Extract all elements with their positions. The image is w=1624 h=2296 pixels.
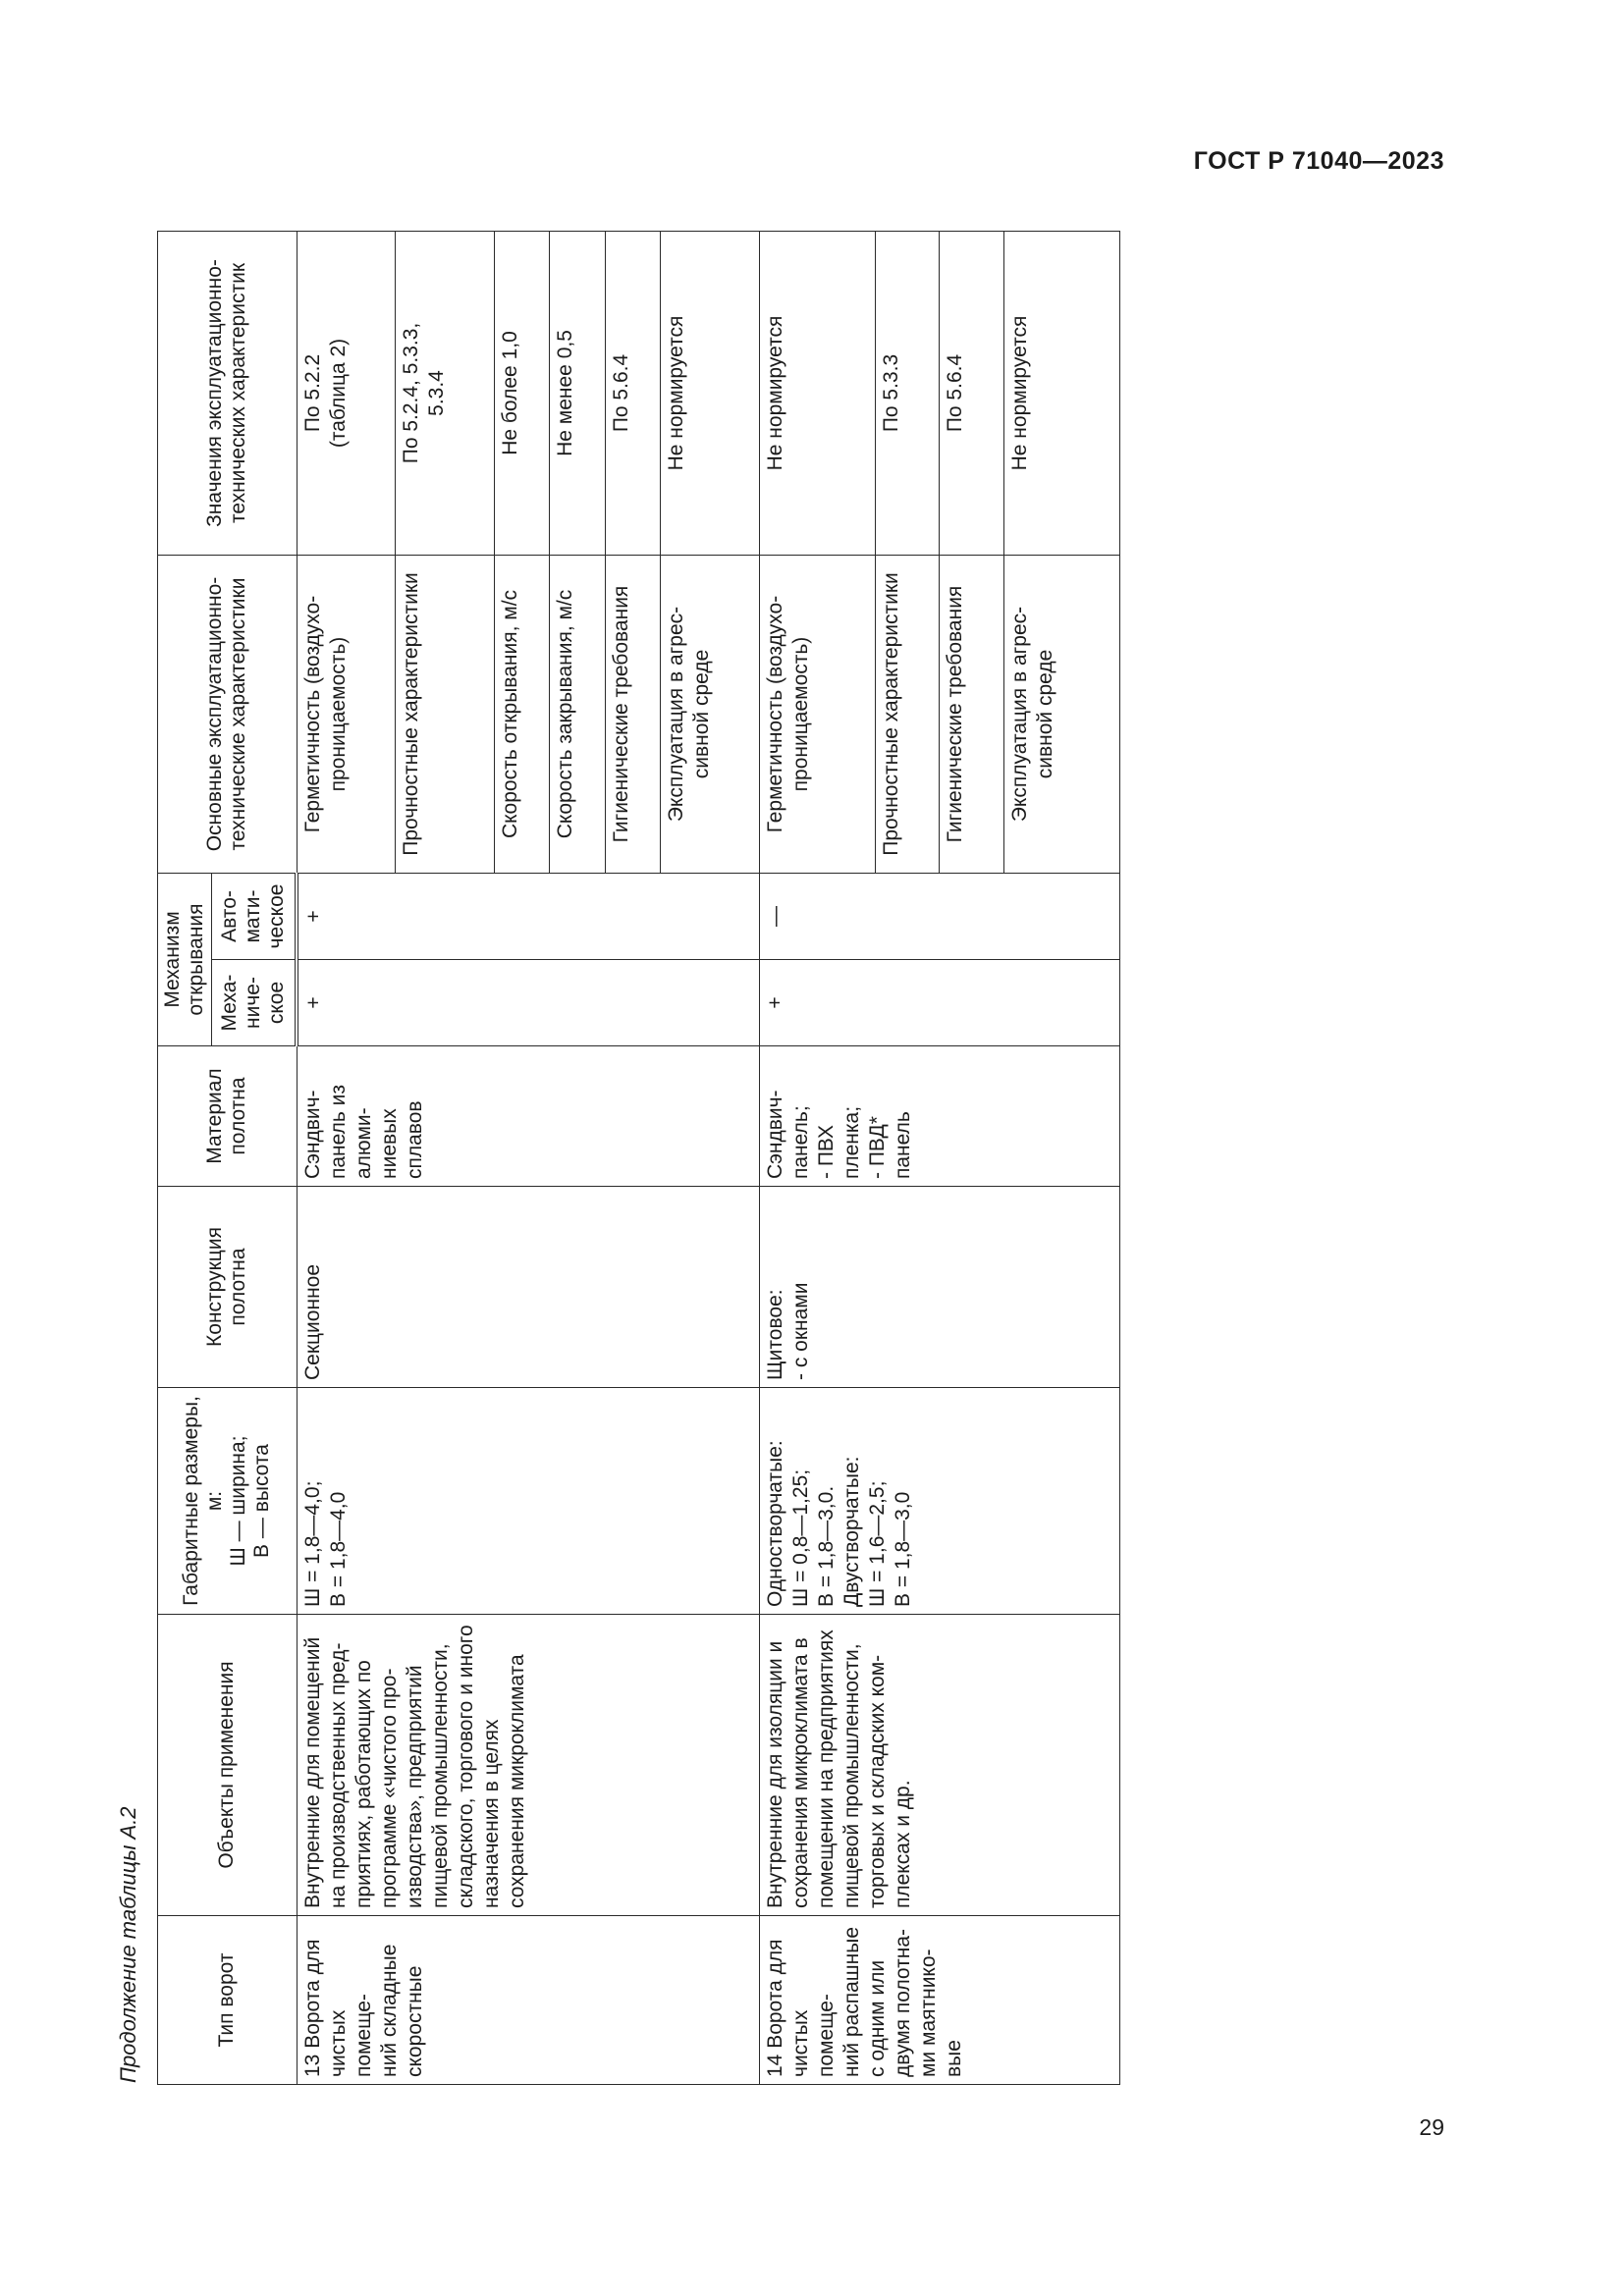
characteristic-name-cell: Прочностные характеристики bbox=[396, 556, 495, 874]
header-gate-type: Тип ворот bbox=[158, 1916, 298, 2085]
header-mechanism-manual: Меха- ниче- ское bbox=[212, 960, 298, 1046]
table-row bbox=[297, 232, 396, 2085]
gate-type-cell: 14 Ворота для чистых помеще- ний распашные с одним или двумя полотна- ми маятнико- вые bbox=[759, 1916, 1119, 2085]
manual-mechanism-cell: + bbox=[759, 960, 1119, 1046]
characteristic-value-cell: По 5.6.4 bbox=[940, 232, 1004, 556]
header-values: Значения эксплуатационно-технических характеристик bbox=[158, 232, 298, 556]
objects-cell: Внутренние для помещений на производственных пред- приятиях, работающих по программе «чистого про- изводства», предприятий пищевой промышленности, складского, торгового и иного назначения в целях сохранения микроклимата bbox=[297, 1615, 759, 1916]
construction-cell: Щитовое: - с окнами bbox=[759, 1187, 1119, 1388]
characteristic-value-cell: Не нормируется bbox=[759, 232, 875, 556]
characteristic-value-cell: Не нормируется bbox=[661, 232, 760, 556]
characteristic-name-cell: Герметичность (воздухо- проницаемость) bbox=[297, 556, 396, 874]
auto-mechanism-cell: — bbox=[759, 874, 1119, 960]
standard-code: ГОСТ Р 71040—2023 bbox=[1193, 147, 1444, 175]
header-characteristics: Основные эксплуатационно-технические характеристики bbox=[158, 556, 298, 874]
table-caption: Продолжение таблицы А.2 bbox=[116, 1806, 140, 2083]
dimensions-cell: Одностворчатые: Ш = 0,8—1,25; В = 1,8—3,0. Двустворчатые: Ш = 1,6—2,5; В = 1,8—3,0 bbox=[759, 1388, 1119, 1615]
dimensions-cell: Ш = 1,8—4,0; В = 1,8—4,0 bbox=[297, 1388, 759, 1615]
table-row bbox=[759, 232, 875, 2085]
rotated-table-wrapper bbox=[157, 232, 1120, 2085]
characteristic-name-cell: Герметичность (воздухо- проницаемость) bbox=[759, 556, 875, 874]
characteristic-value-cell: По 5.2.4, 5.3.3, 5.3.4 bbox=[396, 232, 495, 556]
page-number: 29 bbox=[1419, 2114, 1444, 2140]
characteristic-name-cell: Скорость открывания, м/с bbox=[495, 556, 550, 874]
material-cell: Сэндвич- панель из алюми- ниевых сплавов bbox=[297, 1046, 759, 1187]
characteristic-name-cell: Скорость закрывания, м/с bbox=[550, 556, 605, 874]
characteristic-value-cell: Не менее 0,5 bbox=[550, 232, 605, 556]
objects-cell: Внутренние для изоляции и сохранения микроклимата в помещении на предприятиях пищевой промышленности, торговых и складских ком- плексах и др. bbox=[759, 1615, 1119, 1916]
header-construction: Конструкция полотна bbox=[158, 1187, 298, 1388]
characteristic-name-cell: Эксплуатация в агрес- сивной среде bbox=[1004, 556, 1120, 874]
characteristic-name-cell: Прочностные характеристики bbox=[875, 556, 940, 874]
auto-mechanism-cell: + bbox=[297, 874, 759, 960]
construction-cell: Секционное bbox=[297, 1187, 759, 1388]
characteristic-value-cell: По 5.3.3 bbox=[875, 232, 940, 556]
header-mechanism-auto: Авто- мати- ческое bbox=[212, 874, 298, 960]
characteristic-name-cell: Гигиенические требования bbox=[940, 556, 1004, 874]
gate-type-cell: 13 Ворота для чистых помеще- ний складные скоростные bbox=[297, 1916, 759, 2085]
characteristic-name-cell: Гигиенические требования bbox=[605, 556, 660, 874]
material-cell: Сэндвич- панель; - ПВХ пленка; - ПВД* панель bbox=[759, 1046, 1119, 1187]
characteristic-value-cell: Не более 1,0 bbox=[495, 232, 550, 556]
characteristic-name-cell: Эксплуатация в агрес- сивной среде bbox=[661, 556, 760, 874]
characteristic-value-cell: По 5.2.2 (таблица 2) bbox=[297, 232, 396, 556]
gates-table bbox=[157, 231, 1120, 2085]
manual-mechanism-cell: + bbox=[297, 960, 759, 1046]
characteristic-value-cell: По 5.6.4 bbox=[605, 232, 660, 556]
characteristic-value-cell: Не нормируется bbox=[1004, 232, 1120, 556]
header-material: Материал полотна bbox=[158, 1046, 298, 1187]
header-dimensions: Габаритные размеры, м: Ш — ширина; В — высота bbox=[158, 1388, 298, 1615]
header-mechanism: Механизм открывания bbox=[158, 874, 212, 1046]
header-objects: Объекты применения bbox=[158, 1615, 298, 1916]
